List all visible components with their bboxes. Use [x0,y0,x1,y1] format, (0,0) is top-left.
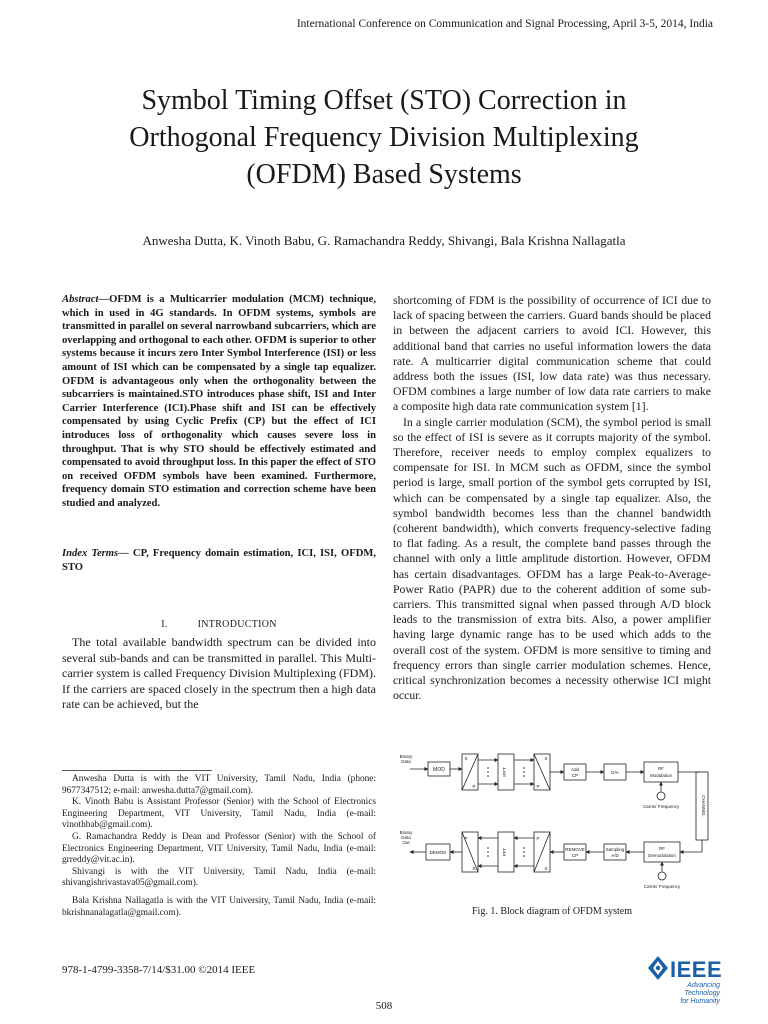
fft-label: FFT [502,847,507,857]
page-number: 508 [375,1000,393,1012]
rx-output-label-3: Out [402,840,410,845]
ieee-logo-text: IEEE [670,957,723,982]
oscillator-rx-icon [658,872,666,880]
abstract-text: —OFDM is a Multicarrier modulation (MCM) technique, which in used in 4G standards. In OFDM systems, symbols are transmitted in parallel on several narrowband subcarriers, which are overlapping and orthogonal to each other. OFDM is superior to other systems because it incurs zero Inter Symbol Interference (ISI) or less amount of ISI which can be compensated by a single tap equalizer. OFDM is advantageous only when the orthogonality between the subcarriers is maintained.STO introduces phase shift, ISI and Inter Carrier Interference (ICI).Phase shift and ISI can be effectively compensated by using Cyclic Prefix (CP) but the effect of ICI introduces loss of orthogonality which causes severe loss in throughput. That is why STO should be effectively estimated and compensated to avoid throughput loss. In this paper the effect of STO on received OFDM symbols have been examined. Furthermore, frequency domain STO estimation and correction scheme have been studied and analyzed. [62,294,376,509]
footnote-3: G. Ramachandra Reddy is Dean and Professor (Senior) with the School of Electronics Engineering Department, VIT University, Tamil Nadu, India (e-mail: grreddy@vit.ac.in). [62,831,376,866]
sampling-label-1: Sampling [605,847,625,852]
carrier-tx-label: Carrier Frequency [642,804,680,809]
section-number: I. [161,619,168,630]
ps-p-tx: P [536,784,540,789]
paragraph-fdm: shortcoming of FDM is the possibility of occurrence of ICI due to lack of spacing between the carriers. Guard bands should be placed in between the adjacent carriers to avoid ICI. However, this additional band that carries no useful information lowers the data rate. A multicarrier digital communication scheme that could address both the issues (ISI, low data rate) was thus necessary. OFDM combines a large number of low data rate carriers to make a composite high data rate communication system [1]. [393,293,711,414]
remove-cp-label-2: CP [571,853,579,858]
da-label: D/A [611,770,619,775]
ieee-tagline-2: for Humanity [680,998,720,1005]
conference-header: International Conference on Communication and Signal Processing, April 3-5, 2014, India [296,18,713,30]
author-list: Anwesha Dutta, K. Vinoth Babu, G. Ramachandra Reddy, Shivangi, Bala Krishna Nallagatla [142,233,626,248]
index-terms-text: — CP, Frequency domain estimation, ICI, ISI, OFDM, STO [62,548,376,573]
index-terms-label: Index Terms [62,548,119,559]
figure-caption: Fig. 1. Block diagram of OFDM system [472,906,632,917]
title-line-3: (OFDM) Based Systems [246,159,522,190]
ps-s-rx: S [472,866,476,871]
ifft-label: IFFT [502,767,507,777]
footnote-rule [62,770,212,771]
footnote-5: Bala Krishna Nallagatla is with the VIT University, Tamil Nadu, India (e-mail: bkrishnanalagatla@gmail.com). [62,895,376,918]
rf-demod-label-2: Demodulation [648,853,676,858]
oscillator-tx-icon [657,792,665,800]
ieee-diamond-icon [648,956,668,980]
abstract [62,293,376,511]
sampling-label-2: A/D [611,853,619,858]
rf-mod-label-1: RF [658,766,664,771]
ps-p-rx: P [464,836,468,841]
paragraph-scm: In a single carrier modulation (SCM), the symbol period is small so the effect of ISI is severe as it corrupts majority of the symbol. Therefore, receiver needs to employ complex equalizers to compensate for ISI. In MCM such as OFDM, since the symbol period is large, small portion of the symbol gets corrupted by ISI, which can be compensated by a single tap equalizer. Also, the symbol bandwidth becomes less than the channel bandwidth (coherent bandwidth), which converts frequency-selective fading to flat fading. As a result, the complete band passes through the channel with only a little amplitude distortion. However, OFDM has certain disadvantages. OFDM has a large Peak-to-Average-Power Ratio (PAPR) due to the coherent addition of some sub-carriers. This transmitted signal when passed through A/D block leads to the transmission of extra bits. Also, a power amplifier having large dynamic range has to be used which adds to the overall cost of the system. OFDM is more sensitive to timing and frequency errors than single carrier modulation schemes. Hence, critical synchronization becomes a necessity otherwise ICI might occur. [393,414,711,703]
isbn-copyright: 978-1-4799-3358-7/14/$31.00 ©2014 IEEE [62,964,256,976]
section-title: INTRODUCTION [197,619,277,630]
ofdm-block-diagram [400,752,718,892]
rx-output-label-2: Data [401,835,411,840]
section-heading [62,619,376,630]
rf-demod-label-1: RF [659,846,665,851]
remove-cp-label-1: REMOVE [565,847,585,852]
add-cp-label-2: CP [571,773,579,778]
index-terms [62,547,376,575]
footnote-4: Shivangi is with the VIT University, Tamil Nadu, India (e-mail: shivangishrivastava05@gmail.com). [62,866,376,889]
sp-s-tx: S [464,756,468,761]
sp-p-tx: P [472,784,476,789]
carrier-rx-label: Carrier Frequency [643,884,681,889]
mod-label: MOD [433,767,445,773]
rf-demod-block [644,842,680,862]
ieee-tagline-1: Advancing Technology [684,982,720,997]
rx-output-label-1: Binary [400,830,413,835]
channel-label: CHANNEL [701,795,706,817]
footnote-2: K. Vinoth Babu is Assistant Professor (Senior) with the School of Electronics Engineering Department, VIT University, Tamil Nadu, India (e-mail: vinothbab@gmail.com). [62,797,376,831]
ps-s-tx: S [544,756,548,761]
sp-s-rx: S [544,866,548,871]
title-line-2: Orthogonal Frequency Division Multiplexing [129,122,639,153]
add-cp-label-1: Add [570,767,580,772]
right-column-text [393,293,711,703]
sp-p-rx: P [536,836,540,841]
tx-input-label-2: Data [401,759,411,764]
footnotes [62,774,376,919]
rf-mod-block [644,762,678,782]
tx-input-label-1: Binary [400,754,413,759]
abstract-label: Abstract [62,294,99,305]
paper-title [60,82,708,193]
title-line-1: Symbol Timing Offset (STO) Correction in [141,85,627,116]
intro-paragraph: The total available bandwidth spectrum can be divided into several sub-bands and can be transmitted in parallel. This Multi-carrier system is called Frequency Division Multiplexing (FDM). If the carriers are spaced closely in the spectrum then a high data rate can be achieved, but the [62,635,376,712]
demod-label: DEMOD [429,850,447,855]
footnote-1: Anwesha Dutta is with the VIT University, Tamil Nadu, India (phone: 9677347512; e-mail: anwesha.dutta7@gmail.com). [62,774,376,796]
rf-mod-label-2: Modulation [649,773,673,778]
